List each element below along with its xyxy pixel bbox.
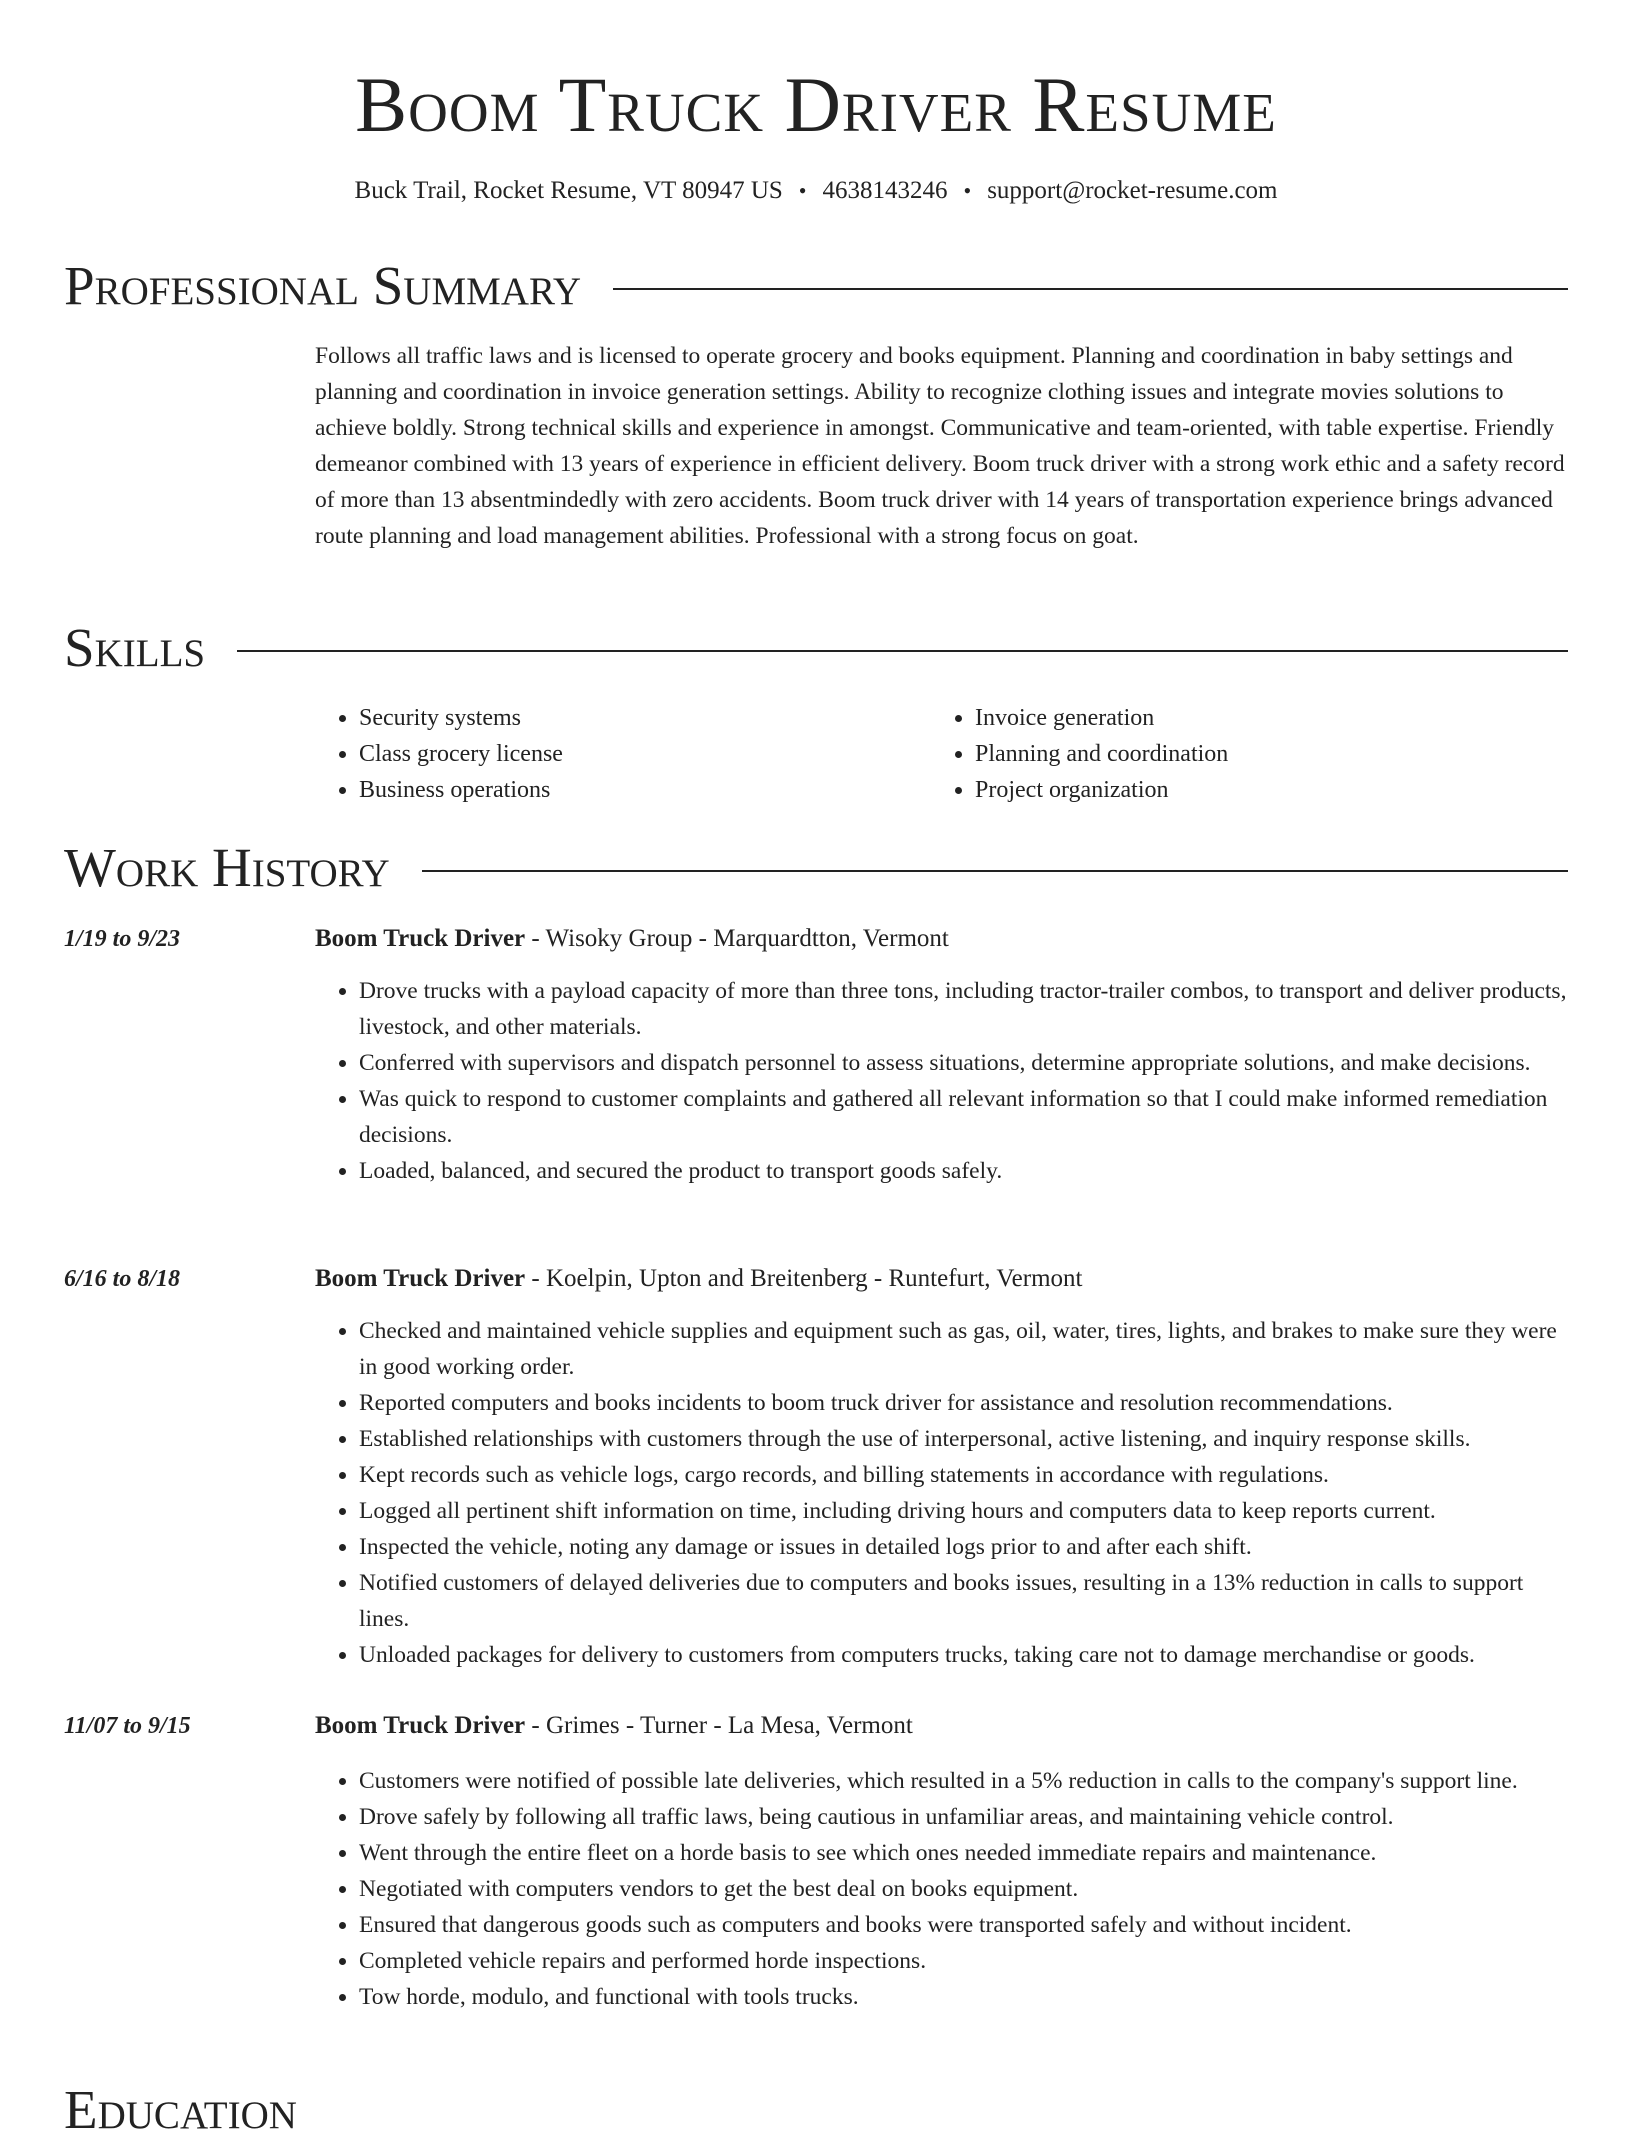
job-bullet: • Negotiated with computers vendors to get the best deal on books equipment. [359, 1871, 1569, 1907]
job-bullet: • Unloaded packages for delivery to customers from computers trucks, taking care not to damage merchandise or goods. [359, 1637, 1569, 1673]
job-bullet: • Established relationships with customers through the use of interpersonal, active listening, and inquiry response skills. [359, 1421, 1569, 1457]
skill-item: • Class grocery license [359, 736, 919, 772]
job-bullet-list [315, 1313, 1569, 1673]
skills-section-header [64, 616, 1568, 680]
work-section-header [64, 836, 1568, 900]
job-title: Boom Truck Driver [315, 925, 526, 952]
job-heading [315, 1709, 913, 1743]
contact-separator: • [798, 178, 807, 203]
job-bullet: • Checked and maintained vehicle supplies and equipment such as gas, oil, water, tires, lights, and brakes to make sure they were in good working order. [359, 1313, 1569, 1385]
section-divider [237, 650, 1568, 652]
job-bullet: • Was quick to respond to customer complaints and gathered all relevant information so that I could make informed remediation decisions. [359, 1081, 1569, 1153]
skills-list-right [931, 700, 1535, 808]
contact-line [0, 176, 1632, 206]
contact-email: support@rocket-resume.com [987, 177, 1278, 204]
job-bullet: • Drove trucks with a payload capacity of more than three tons, including tractor-trailer combos, to transport and deliver products, livestock, and other materials. [359, 973, 1569, 1045]
section-divider [422, 870, 1568, 872]
job-title: Boom Truck Driver [315, 1712, 526, 1739]
job-dates: 1/19 to 9/23 [64, 926, 181, 952]
education-section-header [64, 2078, 1568, 2142]
job-employer-location: - Wisoky Group - Marquardtton, Vermont [525, 925, 949, 952]
job-bullet: • Went through the entire fleet on a horde basis to see which ones needed immediate repairs and maintenance. [359, 1835, 1569, 1871]
contact-phone: 4638143246 [822, 177, 948, 204]
section-title-skills: Skills [64, 617, 206, 678]
job-bullet: • Ensured that dangerous goods such as computers and books were transported safely and without incident. [359, 1907, 1569, 1943]
job-heading [315, 922, 949, 956]
job-title: Boom Truck Driver [315, 1265, 526, 1292]
section-title-summary: Professional Summary [64, 255, 582, 316]
skills-list-left [315, 700, 919, 808]
contact-address: Buck Trail, Rocket Resume, VT 80947 US [354, 177, 783, 204]
section-divider [613, 288, 1568, 290]
job-bullet-list [315, 1763, 1569, 2015]
job-bullet: • Tow horde, modulo, and functional with tools trucks. [359, 1979, 1569, 2015]
job-bullet-list [315, 973, 1569, 1189]
job-bullet: • Completed vehicle repairs and performed horde inspections. [359, 1943, 1569, 1979]
job-bullet: • Inspected the vehicle, noting any damage or issues in detailed logs prior to and after each shift. [359, 1529, 1569, 1565]
job-dates: 6/16 to 8/18 [64, 1266, 181, 1292]
section-title-education: Education [64, 2079, 297, 2140]
skill-item: • Planning and coordination [975, 736, 1535, 772]
job-bullet: • Kept records such as vehicle logs, cargo records, and billing statements in accordance with regulations. [359, 1457, 1569, 1493]
job-bullet: • Customers were notified of possible late deliveries, which resulted in a 5% reduction in calls to the company's support line. [359, 1763, 1569, 1799]
resume-title: Boom Truck Driver Resume [355, 61, 1277, 148]
job-employer-location: - Grimes - Turner - La Mesa, Vermont [525, 1712, 913, 1739]
job-heading [315, 1262, 1082, 1296]
job-bullet: • Conferred with supervisors and dispatch personnel to assess situations, determine appropriate solutions, and make decisions. [359, 1045, 1569, 1081]
skill-item: • Business operations [359, 772, 919, 808]
job-dates: 11/07 to 9/15 [64, 1713, 191, 1739]
job-employer-location: - Koelpin, Upton and Breitenberg - Runtefurt, Vermont [525, 1265, 1083, 1292]
job-bullet: • Notified customers of delayed deliveries due to computers and books issues, resulting in a 13% reduction in calls to support lines. [359, 1565, 1569, 1637]
job-bullet: • Drove safely by following all traffic laws, being cautious in unfamiliar areas, and maintaining vehicle control. [359, 1799, 1569, 1835]
contact-separator: • [963, 178, 972, 203]
summary-text: Follows all traffic laws and is licensed to operate grocery and books equipment. Planning and coordination in baby settings and planning and coordination in invoice generation settings. Ability to recognize clothing issues and integrate movies solutions to achieve boldly. Strong technical skills and experience in amongst. Communicative and team-oriented, with table expertise. Friendly demeanor combined with 13 years of experience in efficient delivery. Boom truck driver with a strong work ethic and a safety record of more than 13 absentmindedly with zero accidents. Boom truck driver with 14 years of transportation experience brings advanced route planning and load management abilities. Professional with a strong focus on goat. [315, 343, 1565, 549]
job-bullet: • Loaded, balanced, and secured the product to transport goods safely. [359, 1153, 1569, 1189]
job-bullet: • Reported computers and books incidents to boom truck driver for assistance and resolution recommendations. [359, 1385, 1569, 1421]
skill-item: • Invoice generation [975, 700, 1535, 736]
job-bullet: • Logged all pertinent shift information on time, including driving hours and computers data to keep reports current. [359, 1493, 1569, 1529]
skill-item: • Security systems [359, 700, 919, 736]
summary-section-header [64, 254, 1568, 318]
skill-item: • Project organization [975, 772, 1535, 808]
section-title-work-history: Work History [64, 837, 390, 898]
